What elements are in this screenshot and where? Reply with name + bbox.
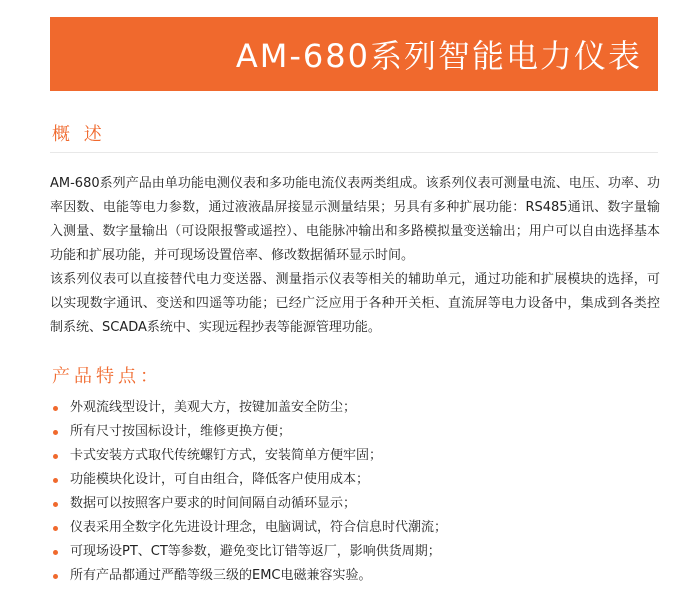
page-title: AM-680系列智能电力仪表 [235, 37, 642, 75]
features-list [50, 396, 660, 588]
bullet-dot-icon [53, 430, 58, 435]
overview-text [50, 172, 660, 340]
feature-item [50, 396, 660, 420]
overview-paragraph: AM-680系列产品由单功能电测仪表和多功能电流仪表两类组成。该系列仪表可测量电流、电压、功率、功率因数、电能等电力参数，通过液液晶屏接显示测量结果；另具有多种扩展功能：RS485通讯、数字量输入测量、数字量输出（可设限报警或遥控）、电能脉冲输出和多路模拟量变送输出；用户可以自由选择基本功能和扩展功能，并可现场设置倍率、修改数据循环显示时间。 [50, 176, 660, 263]
feature-text: 卡式安装方式取代传统螺钉方式，安装简单方便牢固； [70, 448, 383, 463]
overview-heading: 概 述 [52, 124, 106, 145]
bullet-dot-icon [53, 406, 58, 411]
feature-text: 仪表采用全数字化先进设计理念，电脑调试，符合信息时代潮流； [70, 520, 448, 535]
feature-item [50, 492, 660, 516]
feature-text: 可现场设PT、CT等参数，避免变比订错等返厂，影响供货周期； [70, 544, 441, 559]
feature-item [50, 468, 660, 492]
feature-item [50, 444, 660, 468]
feature-text: 功能模块化设计，可自由组合，降低客户使用成本； [70, 472, 370, 487]
bullet-dot-icon [53, 454, 58, 459]
bullet-dot-icon [53, 526, 58, 531]
feature-text: 外观流线型设计，美观大方，按键加盖安全防尘； [70, 400, 357, 415]
bullet-dot-icon [53, 502, 58, 507]
bullet-dot-icon [53, 574, 58, 579]
feature-text: 数据可以按照客户要求的时间间隔自动循环显示； [70, 496, 357, 511]
feature-item [50, 420, 660, 444]
feature-text: 所有尺寸按国标设计，维修更换方便； [70, 424, 292, 439]
overview-divider [50, 152, 658, 153]
bullet-dot-icon [53, 550, 58, 555]
feature-item [50, 516, 660, 540]
title-banner [50, 17, 658, 91]
feature-item [50, 540, 660, 564]
feature-item [50, 564, 660, 588]
features-heading: 产品特点： [52, 366, 162, 387]
overview-paragraph: 该系列仪表可以直接替代电力变送器、测量指示仪表等相关的辅助单元，通过功能和扩展模块的选择，可以实现数字通讯、变送和四遥等功能；已经广泛应用于各种开关柜、直流屏等电力设备中，集成到各类控制系统、SCADA系统中、实现远程抄表等能源管理功能。 [50, 272, 660, 335]
feature-text: 所有产品都通过严酷等级三级的EMC电磁兼容实验。 [70, 568, 372, 583]
bullet-dot-icon [53, 478, 58, 483]
